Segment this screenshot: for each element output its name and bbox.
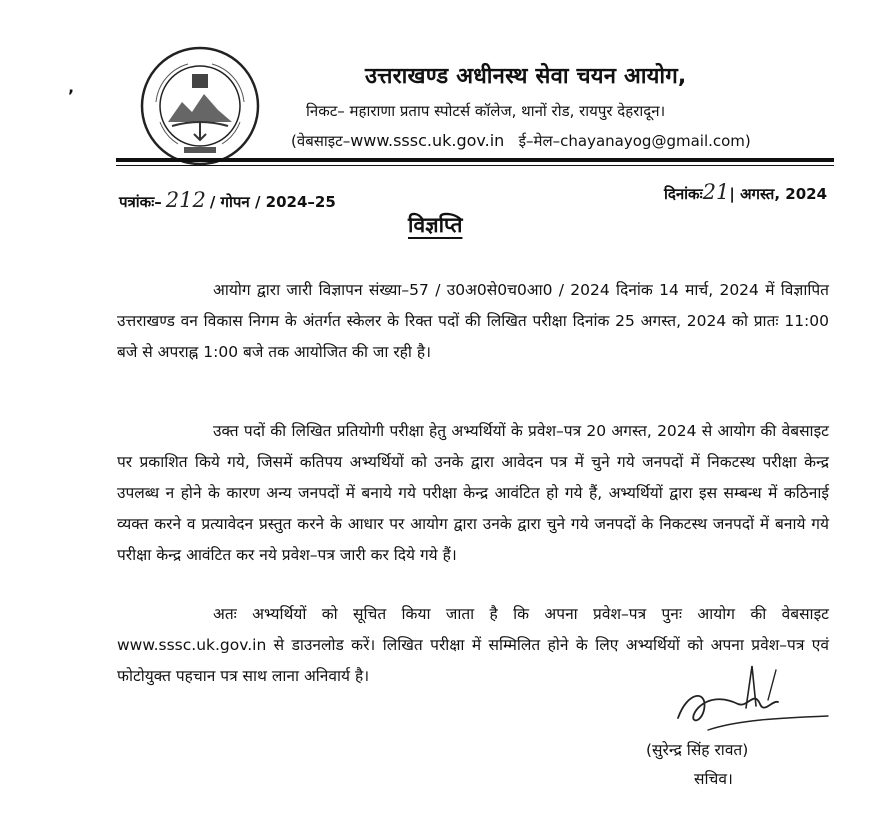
email-label: ई–मेल– <box>518 132 561 150</box>
organization-name: उत्तराखण्ड अधीनस्थ सेवा चयन आयोग, <box>365 64 687 89</box>
date-handwritten-day: 21 <box>702 180 730 204</box>
paragraph-download-instructions: अतः अभ्यर्थियों को सूचित किया जाता है कि अपना प्रवेश–पत्र पुनः आयोग की वेबसाइट www.sssc.uk.gov.in से डाउनलोड करें। लिखित परीक्षा में सम्मिलित होने के लिए अभ्यर्थियों को अपना प्रवेश–पत्र एवं फोटोयुक्त पहचान पत्र साथ लाना अनिवार्य है। <box>117 604 829 685</box>
date-label: दिनांकः <box>664 185 703 203</box>
website-prefix: (वेबसाइट– <box>291 132 351 150</box>
website-url: www.sssc.uk.gov.in <box>350 131 505 150</box>
reference-number <box>119 188 336 212</box>
reference-handwritten-number: 212 <box>165 188 206 212</box>
signatory-designation: सचिव। <box>694 770 733 788</box>
stray-mark: ʼ <box>68 86 75 105</box>
paragraph-admit-card-reallocation: उक्त पदों की लिखित प्रतियोगी परीक्षा हेतु अभ्यर्थियों के प्रवेश–पत्र 20 अगस्त, 2024 से आयोग की वेबसाइट पर प्रकाशित किये गये, जिसमें कतिपय अभ्यर्थियों को उनके द्वारा आवेदन पत्र में चुने गये जनपदों में निकटस्थ परीक्षा केन्द्र उपलब्ध न होने के कारण अन्य जनपदों में बनाये गये परीक्षा केन्द्र आवंटित हो गये हैं, अभ्यर्थियों द्वारा इस सम्बन्ध में कठिनाई व्यक्त करने व प्रत्यावेदन प्रस्तुत करने के आधार पर आयोग द्वारा उनके द्वारा चुने गये जनपदों के निकटस्थ जनपदों में बनाये गये परीक्षा केन्द्र आवंटित कर नये प्रवेश–पत्र जारी कर दिये गये हैं। <box>117 421 829 564</box>
reference-label: पत्रांकः– <box>119 193 162 211</box>
emblem-seal-icon <box>138 44 262 168</box>
notice-title: विज्ञप्ति <box>408 213 463 237</box>
letterhead-rule <box>116 158 834 162</box>
organization-address: निकट– महाराणा प्रताप स्पोटर्स कॉलेज, थानों रोड, रायपुर देहरादून। <box>306 102 666 120</box>
signatory-name: (सुरेन्द्र सिंह रावत) <box>646 741 749 759</box>
notice-date: दिनांकः21| अगस्त, 2024 <box>664 180 828 204</box>
organization-contact <box>291 131 751 151</box>
letterhead-rule-thin <box>116 165 834 166</box>
paragraph-exam-schedule: आयोग द्वारा जारी विज्ञापन संख्या–57 / उ0अ0से0च0आ0 / 2024 दिनांक 14 मार्च, 2024 में विज्ञापित उत्तराखण्ड वन विकास निगम के अंतर्गत स्केलर के रिक्त पदों की लिखित परीक्षा दिनांक 25 अगस्त, 2024 को प्रातः 11:00 बजे से अपराह्न 1:00 बजे तक आयोजित की जा रही है। <box>117 280 829 361</box>
reference-suffix: / गोपन / 2024–25 <box>209 193 336 211</box>
date-rest: अगस्त, 2024 <box>740 185 828 203</box>
handwritten-signature-icon <box>668 660 838 740</box>
email-address: chayanayog@gmail.com) <box>560 132 751 150</box>
